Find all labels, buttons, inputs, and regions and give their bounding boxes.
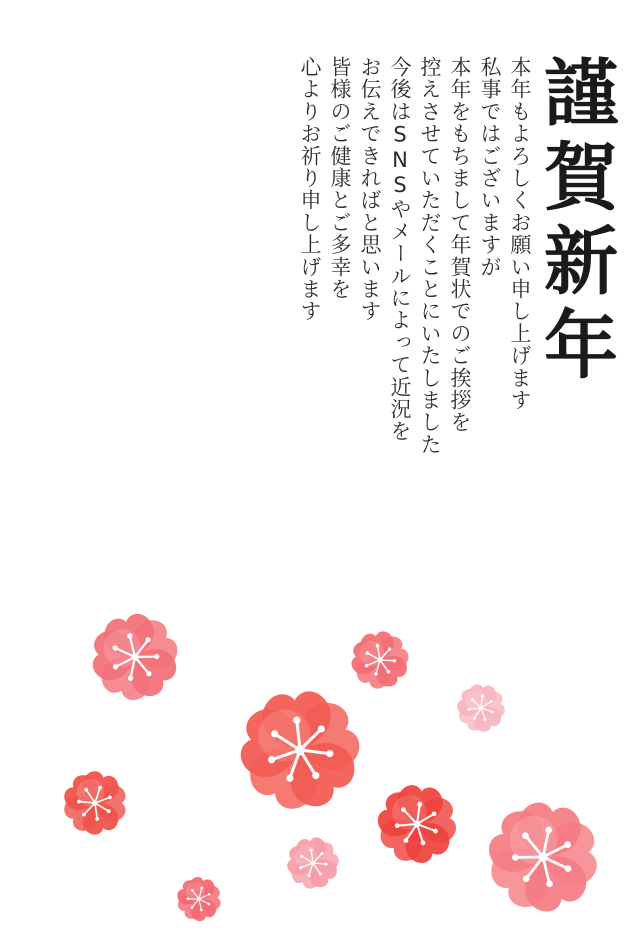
- flower-tiny-center: [283, 833, 344, 894]
- flower-small-top: [345, 625, 415, 695]
- flower-tiny-bottom: [171, 871, 227, 927]
- greeting-body-line-2: 私事ではございますが: [478, 56, 502, 278]
- flower-small-left: [53, 761, 136, 844]
- greeting-body-line-4: 控えさせていただくことにいたしました: [418, 56, 442, 456]
- greeting-body-line-3: 本年をもちまして年賀状でのご挨拶を: [448, 56, 472, 434]
- greeting-body-line-1: 本年もよろしくお願い申し上げます: [508, 56, 532, 412]
- greeting-body-line-8: 心よりお祈り申し上げます: [298, 56, 322, 323]
- greeting-body-line-6: お伝えできればと思います: [358, 56, 382, 323]
- page-title: 謹賀新年: [532, 54, 618, 390]
- greeting-body-line-7: 皆様のご健康とご多幸を: [328, 56, 352, 301]
- flower-medium-right: [371, 778, 464, 871]
- flower-large-center: [232, 682, 368, 818]
- flower-medium-upper-left: [80, 602, 189, 711]
- flower-large-right: [475, 789, 610, 924]
- flower-small-upper-right: [454, 681, 509, 736]
- greeting-text-block: [290, 54, 618, 524]
- greeting-body-line-5: 今後はSNSやメールによって近況を: [388, 56, 412, 443]
